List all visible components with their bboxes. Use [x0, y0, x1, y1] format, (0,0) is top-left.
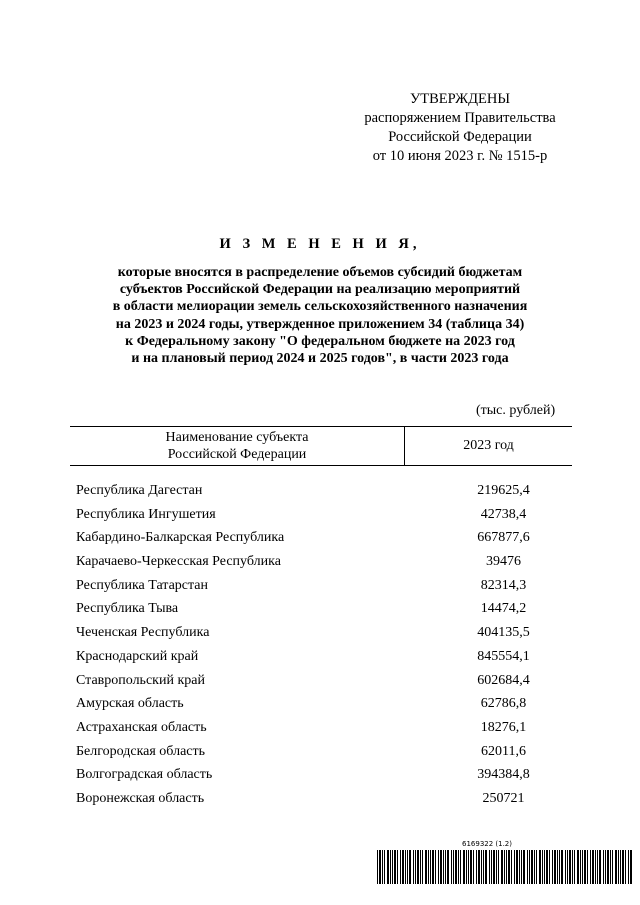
table-body: [76, 479, 576, 811]
subtitle-line: субъектов Российской Федерации на реализацию мероприятий: [119, 282, 521, 298]
subtitle-line: которые вносятся в распределение объемов субсидий бюджетам: [117, 265, 523, 280]
table-row: [76, 597, 576, 621]
table-row: [76, 503, 576, 527]
subsidy-value: 39476: [486, 554, 521, 570]
subsidy-value: 250721: [482, 790, 525, 806]
subsidy-value: 82314,3: [480, 577, 527, 593]
subsidy-value: 394384,8: [477, 767, 530, 783]
table-row: [76, 479, 576, 503]
subtitle-line: и на плановый период 2024 и 2025 годов", в части 2023 года: [131, 351, 509, 367]
table-row: [76, 645, 576, 669]
approval-title: УТВЕРЖДЕНЫ: [409, 91, 511, 107]
region-name: Волгоградская область: [76, 767, 213, 783]
region-name: Краснодарский край: [76, 648, 199, 664]
subsidy-value: 14474,2: [480, 601, 527, 617]
table-row: [76, 574, 576, 598]
table-row: [76, 763, 576, 787]
subtitle-line: на 2023 и 2024 годы, утвержденное приложением 34 (таблица 34): [115, 316, 525, 332]
subsidy-value: 42738,4: [480, 506, 527, 522]
table-row: [76, 740, 576, 764]
region-name: Чеченская Республика: [76, 625, 210, 641]
subsidy-value: 845554,1: [477, 648, 530, 664]
units-label: (тыс. рублей): [476, 403, 556, 418]
region-name: Кабардино-Балкарская Республика: [76, 530, 285, 546]
subsidy-value: 18276,1: [480, 719, 527, 735]
table-row: [76, 716, 576, 740]
barcode-icon: [377, 850, 635, 884]
header-subject-line: Наименование субъекта: [165, 430, 309, 445]
header-subject-line: Российской Федерации: [167, 447, 307, 462]
subsidy-value: 667877,6: [477, 530, 530, 546]
approval-line-3: Российской Федерации: [388, 129, 532, 145]
subtitle-line: к Федеральному закону "О федеральном бюджете на 2023 год: [125, 333, 515, 349]
region-name: Республика Дагестан: [76, 483, 203, 498]
subsidy-value: 404135,5: [477, 625, 530, 641]
table-row: [76, 550, 576, 574]
table-row: [76, 669, 576, 693]
header-subject-name: [70, 427, 404, 465]
region-name: Республика Татарстан: [76, 577, 209, 593]
table-row: [76, 692, 576, 716]
subtitle-line: в области мелиорации земель сельскохозяйственного назначения: [112, 299, 528, 315]
region-name: Амурская область: [76, 696, 184, 712]
document-title: И З М Е Н Е Н И Я,: [219, 236, 421, 252]
barcode-number: 6169322 (1.2): [462, 840, 512, 848]
region-name: Республика Тыва: [76, 601, 179, 617]
region-name: Белгородская область: [76, 743, 206, 759]
region-name: Воронежская область: [76, 790, 205, 806]
barcode: [377, 840, 635, 886]
document-subtitle: [60, 264, 580, 367]
table-row: [76, 526, 576, 550]
table-row: [76, 621, 576, 645]
approval-line-2: распоряжением Правительства: [364, 110, 556, 126]
subsidy-value: 62786,8: [480, 696, 527, 712]
region-name: Астраханская область: [76, 719, 207, 735]
approval-block: [330, 90, 590, 166]
subsidy-value: 602684,4: [477, 672, 530, 688]
approval-line-4: от 10 июня 2023 г. № 1515-р: [372, 148, 548, 164]
region-name: Карачаево-Черкесская Республика: [76, 554, 281, 570]
region-name: Республика Ингушетия: [76, 506, 216, 522]
subsidy-value: 219625,4: [477, 483, 530, 498]
header-year: 2023 год: [463, 438, 514, 453]
table-header: [70, 426, 572, 466]
subsidy-value: 62011,6: [481, 743, 526, 759]
table-row: [76, 787, 576, 811]
region-name: Ставропольский край: [76, 672, 205, 688]
